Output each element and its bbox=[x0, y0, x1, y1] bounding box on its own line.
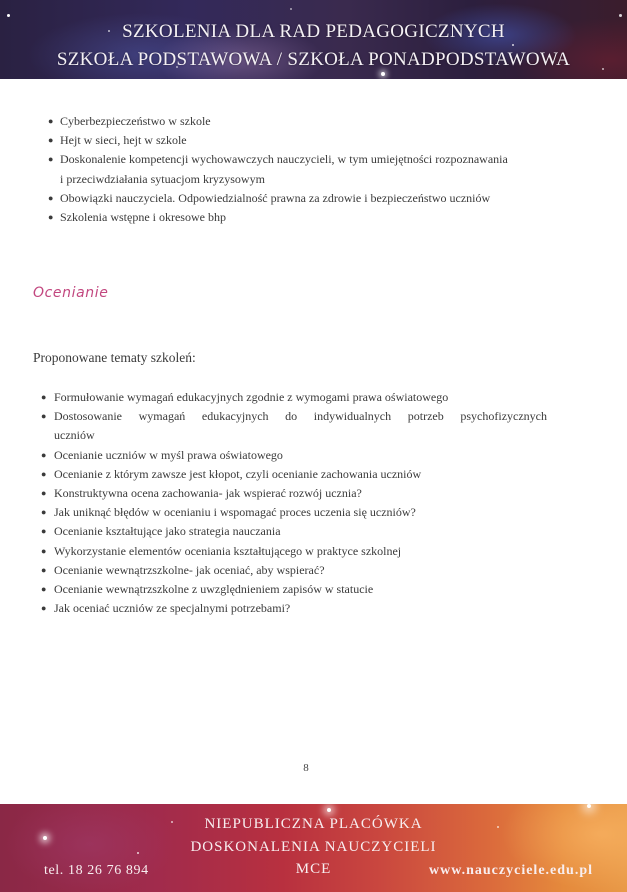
bullet-icon: ● bbox=[48, 135, 54, 146]
list-item: ● Doskonalenie kompetencji wychowawczych nauczycieli, w tym umiejętności rozpoznawania i przeciwdziałania sytuacjom kryzysowym bbox=[48, 152, 508, 186]
bullet-icon: ● bbox=[41, 545, 47, 556]
header-title-line1: SZKOLENIA DLA RAD PEDAGOGICZNYCH bbox=[122, 21, 505, 42]
assessment-topics-list bbox=[41, 388, 547, 618]
bullet-icon: ● bbox=[48, 116, 54, 126]
page-number: 8 bbox=[303, 762, 309, 774]
list-item: ● Ocenianie wewnątrzszkolne z uwzględnieniem zapisów w statucie bbox=[54, 580, 547, 599]
list-item: ● Ocenianie wewnątrzszkolne- jak oceniać, aby wspierać? bbox=[54, 561, 547, 580]
list-item: ● Dostosowanie wymagań edukacyjnych do indywidualnych potrzeb psychofizycznych uczniów bbox=[41, 409, 547, 443]
page-header-banner bbox=[0, 0, 627, 79]
bullet-icon: ● bbox=[48, 212, 54, 223]
list-item: ● Ocenianie kształtujące jako strategia nauczania bbox=[54, 522, 547, 541]
footer-institution-name: NIEPUBLICZNA PLACÓWKA DOSKONALENIA NAUCZYCIELI MCE bbox=[190, 816, 437, 877]
bullet-icon: ● bbox=[41, 392, 47, 402]
list-item: ● Obowiązki nauczyciela. Odpowiedzialność prawna za zdrowie i bezpieczeństwo uczniów bbox=[60, 189, 560, 208]
list-item: ● Hejt w sieci, hejt w szkole bbox=[60, 131, 560, 150]
page-footer-banner bbox=[0, 804, 627, 892]
bullet-icon: ● bbox=[48, 192, 54, 203]
star-decoration bbox=[619, 14, 622, 17]
safety-topics-list bbox=[48, 112, 560, 227]
section-intro: Proponowane tematy szkoleń: bbox=[33, 350, 196, 365]
list-item: ● Jak oceniać uczniów ze specjalnymi potrzebami? bbox=[54, 599, 547, 618]
list-item: ● Konstruktywna ocena zachowania- jak wspierać rozwój ucznia? bbox=[54, 484, 547, 503]
star-decoration bbox=[381, 72, 385, 76]
bullet-icon: ● bbox=[41, 584, 47, 595]
list-item: ● Cyberbezpieczeństwo w szkole bbox=[60, 112, 560, 131]
star-decoration bbox=[290, 8, 292, 10]
bullet-icon: ● bbox=[41, 449, 47, 460]
bullet-icon: ● bbox=[48, 154, 54, 165]
list-item: ● Ocenianie z którym zawsze jest kłopot, czyli ocenianie zachowania uczniów bbox=[54, 465, 547, 484]
list-item: ● Szkolenia wstępne i okresowe bhp bbox=[60, 208, 560, 227]
section-heading-ocenianie: Ocenianie bbox=[33, 285, 109, 301]
list-item: ● Formułowanie wymagań edukacyjnych zgodnie z wymogami prawa oświatowego bbox=[54, 388, 547, 407]
bullet-icon: ● bbox=[41, 411, 47, 422]
star-decoration bbox=[512, 44, 514, 46]
list-item: ● Ocenianie uczniów w myśl prawa oświatowego bbox=[54, 446, 547, 465]
star-decoration bbox=[7, 14, 10, 17]
star-decoration bbox=[327, 808, 331, 812]
star-decoration bbox=[587, 804, 591, 808]
bullet-icon: ● bbox=[41, 603, 47, 614]
bullet-icon: ● bbox=[41, 564, 47, 575]
bullet-icon: ● bbox=[41, 468, 47, 479]
header-title-line2: SZKOŁA PODSTAWOWA / SZKOŁA PONADPODSTAWOWA bbox=[56, 49, 571, 70]
footer-phone: tel. 18 26 76 894 bbox=[44, 863, 149, 878]
bullet-icon: ● bbox=[41, 526, 47, 537]
bullet-icon: ● bbox=[41, 507, 47, 518]
footer-website-link[interactable]: www.nauczyciele.edu.pl bbox=[429, 863, 593, 878]
list-item: ● Wykorzystanie elementów oceniania kształtującego w praktyce szkolnej bbox=[54, 542, 547, 561]
bullet-icon: ● bbox=[41, 488, 47, 499]
list-item: ● Jak uniknąć błędów w ocenianiu i wspomagać proces uczenia się uczniów? bbox=[54, 503, 547, 522]
